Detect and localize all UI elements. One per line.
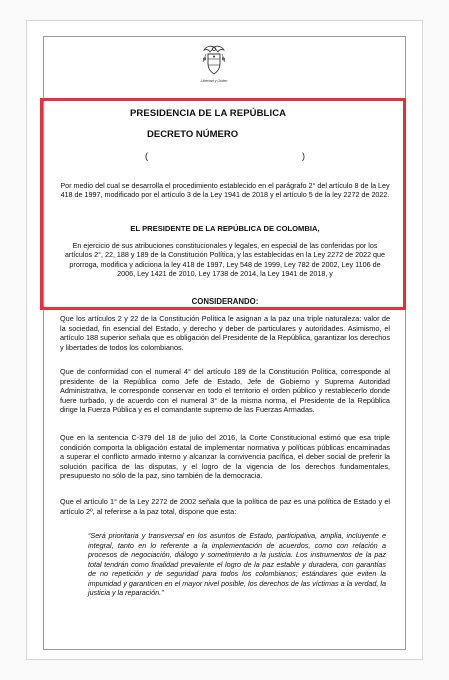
law-quote: “Será prioritaria y transversal en los asuntos de Estado, participativa, amplia, incluyente e integral, tanto en lo referente a la implementación de acuerdos, como con relación a procesos de negociación, diálogo y sometimiento a la justicia. Los instrumentos de la paz total tendrán como finalidad prevalente el logro de la paz estable y duradera, con garantías de no repetición y de seguridad para todos los colombianos; estándares que eviten la impunidad y garanticen en el mayor nivel posible, los derechos de las víctimas a la verdad, la justicia y la reparación.” [88,531,386,597]
considering-paragraph: Que los artículos 2 y 22 de la Constitución Política le asignan a la paz una triple naturaleza: valor de la sociedad, fin esencial del Estado, y derecho y deber de particulares y autoridades. Asimismo, el artículo 188 superior señala que es obligación del Presidente de la República, garantizar los derechos y libertades de todos los colombianos. [60,314,390,352]
decree-heading: DECRETO NÚMERO [147,129,239,140]
legal-basis: En ejercicio de sus atribuciones constitucionales y legales, en especial de las conferidas por los artículos 2°, 22, 188 y 189 de la Constitución Política, y las establecidas en la Ley 2272 de 2022 que prorroga, modifica y adiciona la ley 418 de 1997, Ley 548 de 1999, Ley 782 de 2002, Ley 1106 de 2006, Ley 1421 de 2010, Ley 1738 de 2014, la Ley 1941 de 2018, y [64,241,386,278]
considering-paragraph: Que el artículo 1° de la Ley 2272 de 2002 señala que la política de paz es una política de Estado y el artículo 2º, al referirse a la paz total, dispone que esta: [60,497,390,516]
president-title: EL PRESIDENTE DE LA REPÚBLICA DE COLOMBIA, [130,224,320,233]
presidency-heading: PRESIDENCIA DE LA REPÚBLICA [130,108,287,119]
decree-number-open-paren: ( [145,151,148,161]
colombia-coat-of-arms-icon [202,44,226,78]
decree-purpose: Por medio del cual se desarrolla el procedimiento establecido en el parágrafo 2° del artículo 8 de la Ley 418 de 1997, modificado por el artículo 3 de la Ley 1941 de 2018 y el artículo 5 de la ley 2272 de 2022. [60,181,390,200]
considering-heading: CONSIDERANDO: [191,297,259,306]
considering-paragraph: Que de conformidad con el numeral 4° del artículo 189 de la Constitución Política, corresponde al presidente de la República como Jefe de Estado, Jefe de Gobierno y Suprema Autoridad Administrativa, le corresponde conservar en todo el territorio el orden público y restablecerlo donde fuere turbado, y de acuerdo con el numeral 3° de la misma norma, el Presidente de la República dirige la Fuerza Pública y es el comandante supremo de las Fuerzas Armadas. [60,367,390,415]
seal-caption: Libertad y Orden [200,79,228,83]
decree-number-close-paren: ) [302,151,305,161]
considering-paragraph: Que en la sentencia C-379 del 18 de julio del 2016, la Corte Constitucional estimó que esa triple condición comporta la obligación estatal de implementar normativa y políticas públicas encaminadas a superar el conflicto armado interno y alcanzar la convivencia pacífica, el deber social de preferir la solución pacífica de las disputas, y el logro de la vigencia de los derechos fundamentales, presupuesto no sólo de la paz, sino también de la democracia. [60,433,390,481]
coat-of-arms [197,44,231,90]
